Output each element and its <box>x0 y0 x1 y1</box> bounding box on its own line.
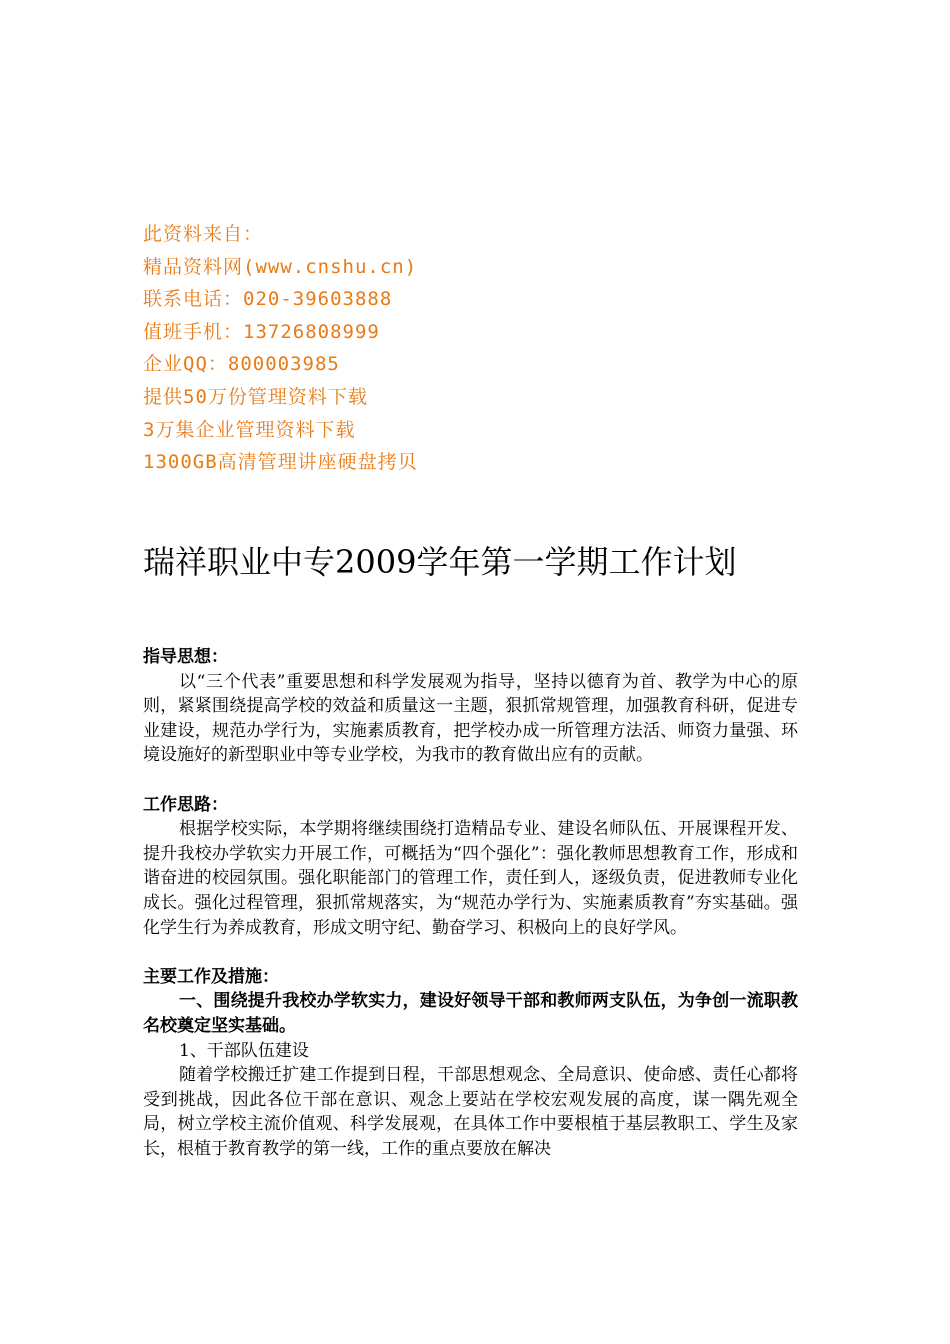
sub-item-cadre-team: 1、干部队伍建设 <box>179 1040 309 1061</box>
approach-heading: 工作思路： <box>143 794 228 815</box>
source-offer-line: 1300GB高清管理讲座硬盘拷贝 <box>143 451 418 474</box>
cadre-team-paragraph: 随着学校搬迁扩建工作提到日程，干部思想观念、全局意识、使命感、责任心都将受到挑战，因此各位干部在意识、观念上要站在学校宏观发展的高度，谋一隅先观全局，树立学校主流价值观、科学发展观，在具体工作中要根植于基层教职工、学生及家长，根植于教育教学的第一线，工作的重点要放在解决 <box>143 1065 798 1159</box>
document-body <box>143 645 798 1161</box>
spacer <box>143 768 798 793</box>
approach-paragraph: 根据学校实际，本学期将继续围绕打造精品专业、建设名师队伍、开展课程开发、提升我校办学软实力开展工作，可概括为“四个强化”：强化教师思想教育工作，形成和谐奋进的校园氛围。强化职能部门的管理工作，责任到人，逐级负责，促进教师专业化成长。强化过程管理，狠抓常规落实，为“规范办学行为、实施素质教育”夯实基础。强化学生行为养成教育，形成文明守纪、勤奋学习、积极向上的良好学风。 <box>143 819 798 938</box>
spacer <box>143 940 798 965</box>
guiding-heading: 指导思想： <box>143 647 228 667</box>
source-qq-line: 企业QQ：800003985 <box>143 353 340 376</box>
guiding-paragraph: 以“三个代表”重要思想和科学发展观为指导，坚持以德育为首、教学为中心的原则，紧紧围绕提高学校的效益和质量这一主题，狠抓常规管理，加强教育科研，促进专业建设，规范办学行为，实施素质教育，把学校办成一所管理方法活、师资力量强、环境设施好的新型职业中等专业学校，为我市的教育做出应有的贡献。 <box>143 671 798 766</box>
source-phone-line: 联系电话：020-39603888 <box>143 288 393 311</box>
source-offer-line: 提供50万份管理资料下载 <box>143 385 368 408</box>
document-title: 瑞祥职业中专2009学年第一学期工作计划 <box>143 543 737 581</box>
measure-item-1: 一、围绕提升我校办学软实力，建设好领导干部和教师两支队伍，为争创一流职教名校奠定坚实基础。 <box>143 991 798 1036</box>
source-website-line: 精品资料网(www.cnshu.cn) <box>143 255 418 278</box>
source-mobile-line: 值班手机：13726808999 <box>143 320 380 343</box>
source-offer-line: 3万集企业管理资料下载 <box>143 418 356 441</box>
source-line: 此资料来自： <box>143 223 264 245</box>
measures-heading: 主要工作及措施： <box>143 966 279 987</box>
source-info-block <box>143 218 793 479</box>
